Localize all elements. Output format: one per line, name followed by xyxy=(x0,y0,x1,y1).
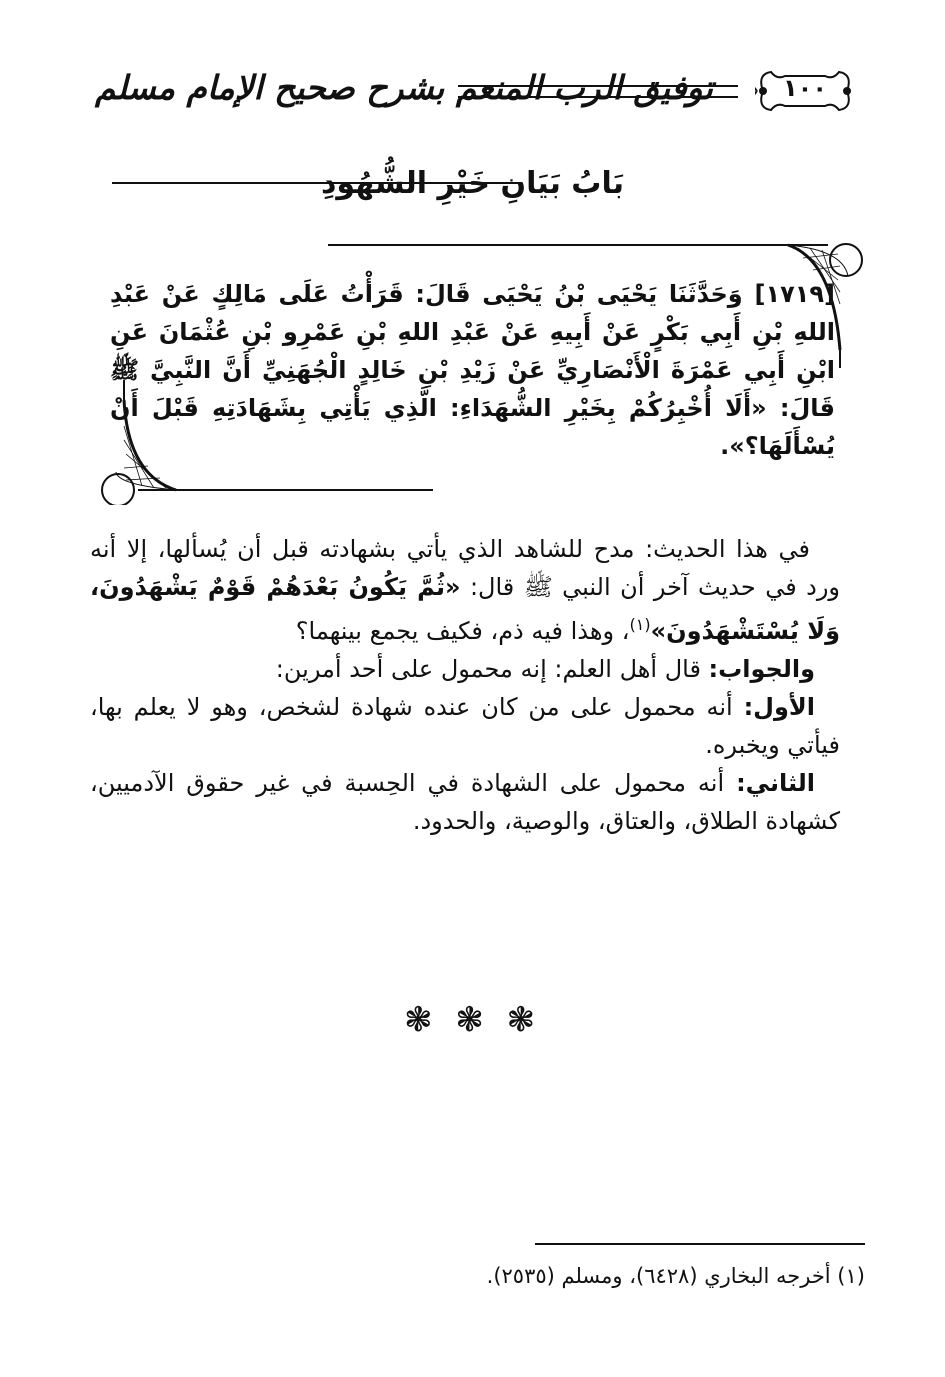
hadith-text: [١٧١٩] وَحَدَّثَنَا يَحْيَى بْنُ يَحْيَى قَالَ: قَرَأْتُ عَلَى مَالِكٍ عَنْ عَبْدِ اللهِ بْنِ أَبِي بَكْرٍ عَنْ أَبِيهِ عَنْ عَبْدِ اللهِ بْنِ عَمْرِو بْنِ عُثْمَانَ عَنِ ابْنِ أَبِي عَمْرَةَ الْأَنْصَارِيِّ عَنْ زَيْدِ بْنِ خَالِدٍ الْجُهَنِيِّ أَنَّ النَّبِيَّ ﷺ قَالَ: «أَلَا أُخْبِرُكُمْ بِخَيْرِ الشُّهَدَاءِ: الَّذِي يَأْتِي بِشَهَادَتِهِ قَبْلَ أَنْ يُسْأَلَهَا؟». xyxy=(110,280,835,460)
running-title: توفيق الرب المنعم بشرح صحيح الإمام مسلم xyxy=(95,68,713,107)
answer-paragraph xyxy=(90,650,840,688)
answer-text: قال أهل العلم: إنه محمول على أحد أمرين: xyxy=(275,655,709,683)
second-point-text: أنه محمول على الشهادة في الحِسبة في غير حقوق الآدميين، كشهادة الطلاق، والعتاق، والوصية، والحدود. xyxy=(90,769,840,835)
page-header xyxy=(60,60,870,130)
commentary-intro: في هذا الحديث: مدح للشاهد الذي يأتي بشهادته قبل أن يُسألها، إلا أنه ورد في حديث آخر أن النبي ﷺ قال: xyxy=(90,535,840,601)
page-number-ornament xyxy=(755,66,855,116)
commentary xyxy=(90,530,840,840)
prophetic-quote: «ثُمَّ يَكُونُ بَعْدَهُمْ قَوْمٌ يَشْهَدُونَ، وَلَا يُسْتَشْهَدُونَ» xyxy=(90,573,840,645)
first-point-label: الأول: xyxy=(743,693,815,721)
first-point-paragraph xyxy=(90,688,840,764)
chapter-title: بَابُ بَيَانِ خَيْرِ الشُّهُودِ xyxy=(320,166,624,201)
section-separator: ❃ ❃ ❃ xyxy=(403,1000,542,1040)
header-rule xyxy=(458,85,738,98)
footnote-ref: (١) xyxy=(629,615,651,634)
answer-label: والجواب: xyxy=(708,655,815,683)
footnote-1: (١) أخرجه البخاري (٦٤٢٨)، ومسلم (٢٥٣٥). xyxy=(486,1264,865,1288)
footnote-rule xyxy=(535,1243,865,1245)
page-number: ١٠٠ xyxy=(783,74,827,102)
commentary-question: ، وهذا فيه ذم، فكيف يجمع بينهما؟ xyxy=(295,617,630,645)
second-point-paragraph xyxy=(90,764,840,840)
second-point-label: الثاني: xyxy=(736,769,815,797)
commentary-paragraph-1 xyxy=(90,530,840,650)
first-point-text: أنه محمول على من كان عنده شهادة لشخص، وهو لا يعلم بها، فيأتي ويخبره. xyxy=(90,693,840,759)
